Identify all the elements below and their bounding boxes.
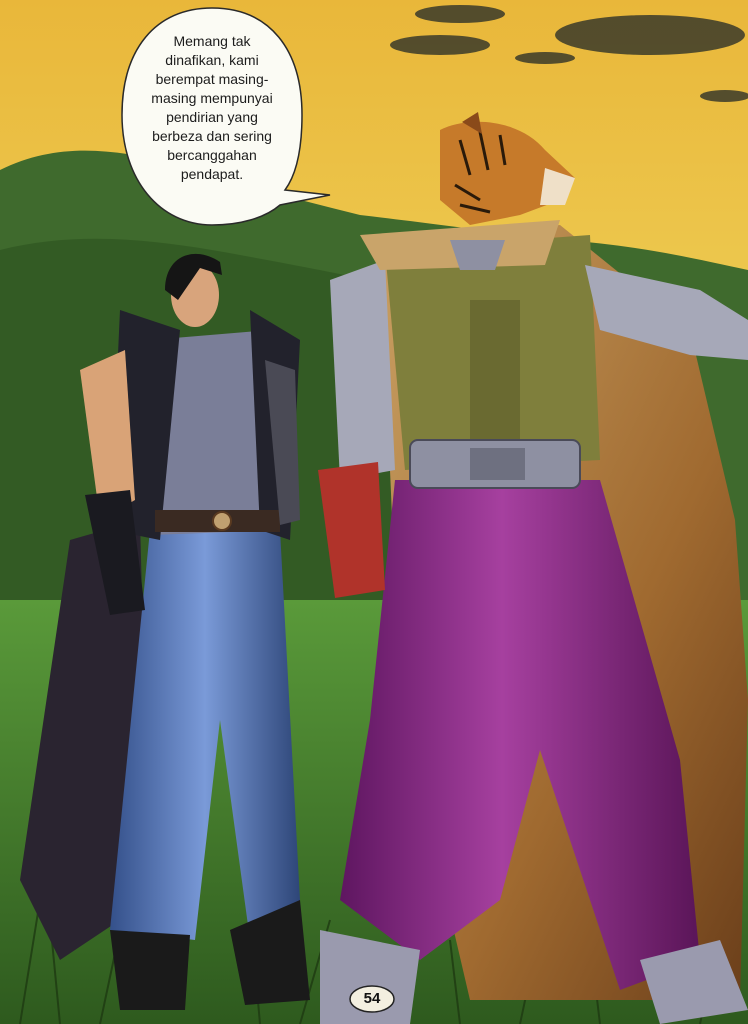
speech-bubble-text: Memang tak dinafikan, kami berempat masing- masing mempunyai pendirian yang berbeza dan sering bercanggahan pendapat. [151, 33, 273, 182]
tiger-armored-arm [330, 260, 395, 480]
man-boots [110, 930, 190, 1010]
page-number: 54 [363, 990, 381, 1007]
